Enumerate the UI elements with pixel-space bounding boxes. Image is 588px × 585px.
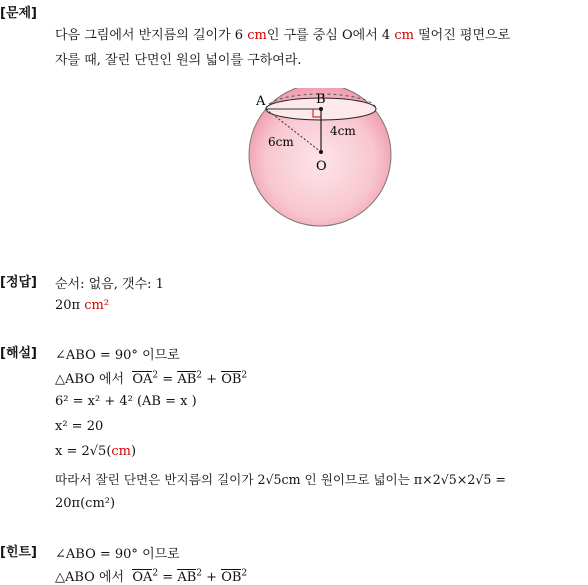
length-bo: 4cm: [330, 124, 356, 138]
answer-label: [정답]: [0, 275, 37, 290]
point-b: [319, 107, 323, 111]
solution-triangle-text: △ABO 에서: [55, 372, 125, 387]
solution-unit: cm: [111, 444, 131, 459]
solution-line-5: [55, 444, 136, 459]
answer-line-2: [55, 298, 109, 313]
label-o: O: [316, 159, 327, 174]
length-ao: 6cm: [268, 135, 294, 149]
solution-line-4: x² = 20: [55, 419, 104, 434]
sphere-figure: [245, 88, 395, 228]
problem-text: 다음 그림에서 반지름의 길이가 6: [55, 28, 244, 43]
unit-cm: cm: [247, 28, 267, 43]
problem-label: [문제]: [0, 6, 37, 21]
hint-line-1: ∠ABO = 90° 이므로: [55, 547, 180, 562]
hint-equation: $OA^2 = AB^2 + OB^2$: [132, 568, 248, 585]
problem-text-post: 떨어진 평면으로: [418, 28, 511, 43]
label-a: A: [256, 94, 266, 109]
solution-line-3: 6² = x² + 4² (AB = x ): [55, 394, 197, 409]
solution-close-paren: ): [131, 444, 137, 459]
label-b: B: [316, 92, 326, 107]
problem-text-mid: 인 구를 중심 O에서 4: [266, 28, 391, 43]
hint-label: [힌트]: [0, 545, 37, 560]
solution-line-6: 따라서 잘린 단면은 반지름의 길이가 2√5cm 인 원이므로 넓이는 π×2√5×2√5 =: [55, 472, 506, 487]
solution-x-value: x = 2√5(: [55, 444, 112, 459]
solution-line-2: [55, 368, 247, 387]
solution-equation: $OA^2 = AB^2 + OB^2$: [132, 370, 248, 387]
unit-cm-2: cm: [394, 28, 414, 43]
solution-label: [해설]: [0, 346, 37, 361]
solution-line-7: 20π(cm²): [55, 496, 116, 511]
hint-triangle-text: △ABO 에서: [55, 570, 125, 585]
hint-line-2: [55, 566, 247, 585]
answer-unit: cm²: [84, 298, 110, 313]
problem-line-2: 자를 때, 잘린 단면인 원의 넓이를 구하여라.: [55, 53, 302, 68]
point-o: [319, 150, 323, 154]
answer-value: 20π: [55, 298, 81, 313]
answer-line-1: 순서: 없음, 갯수: 1: [55, 277, 164, 292]
solution-line-1: ∠ABO = 90° 이므로: [55, 348, 180, 363]
problem-line-1: [55, 24, 510, 43]
